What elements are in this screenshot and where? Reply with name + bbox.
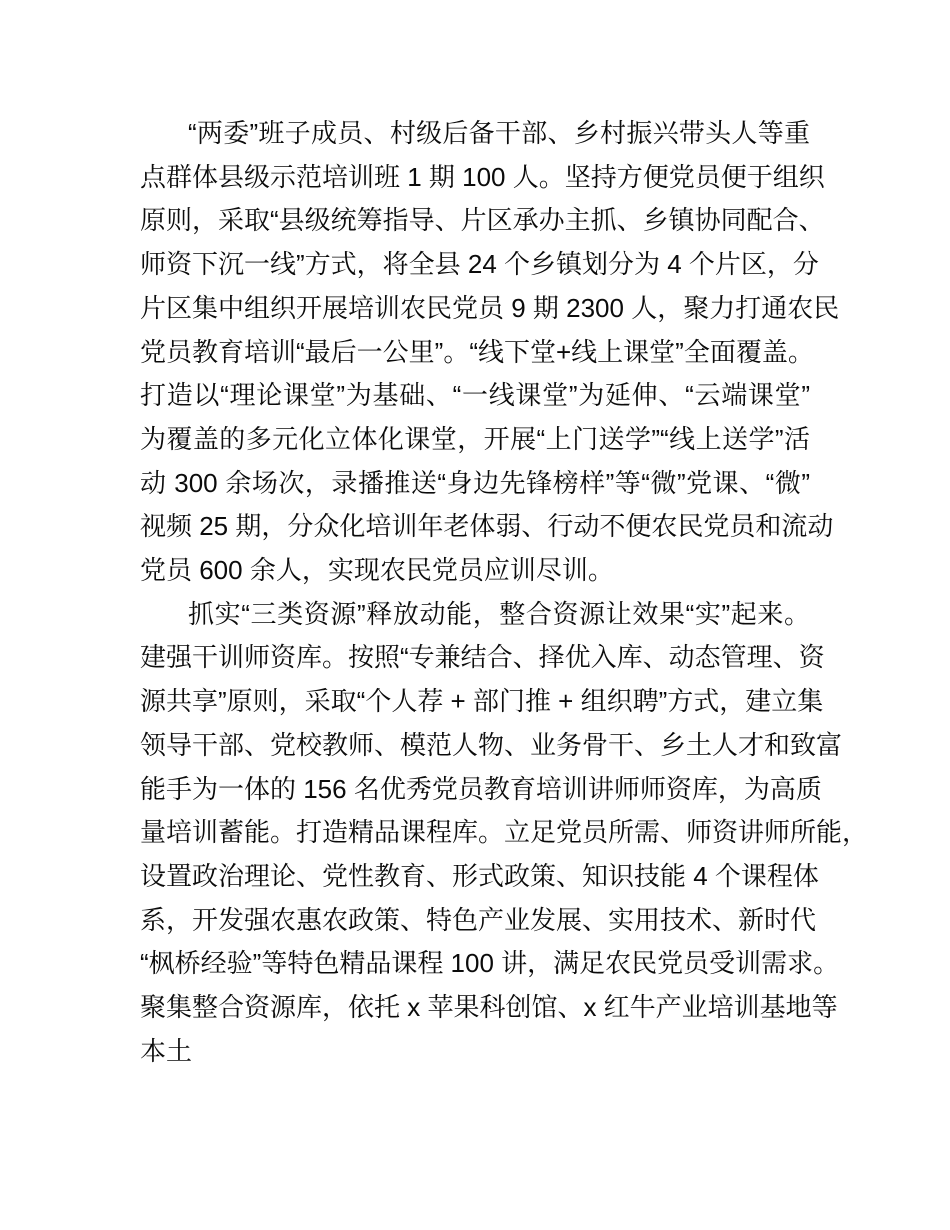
paragraph: [140, 112, 840, 593]
text-line: 点群体县级示范培训班 1 期 100 人。坚持方便党员便于组织: [140, 161, 825, 192]
text-line: 聚集整合资源库，依托 x 苹果科创馆、x 红牛产业培训基地等: [140, 992, 838, 1023]
paragraph: [140, 593, 869, 1074]
text-line: 抓实“三类资源”释放动能，整合资源让效果“实”起来。: [188, 598, 810, 629]
text-line: 为覆盖的多元化立体化课堂，开展“上门送学”“线上送学”活: [140, 423, 810, 454]
text-line: 领导干部、党校教师、模范人物、业务骨干、乡土人才和致富: [140, 729, 843, 760]
text-line: “枫桥经验”等特色精品课程 100 讲，满足农民党员受训需求。: [140, 948, 840, 979]
text-line: 动 300 余场次，录播推送“身边先锋榜样”等“微”党课、“微”: [140, 467, 810, 498]
text-line: 本土: [140, 1035, 193, 1066]
text-line: 原则，采取“县级统筹指导、片区承办主抓、乡镇协同配合、: [140, 205, 825, 236]
text-line: 片区集中组织开展培训农民党员 9 期 2300 人，聚力打通农民: [140, 292, 840, 323]
text-line: 量培训蓄能。打造精品课程库。立足党员所需、师资讲师所能，: [140, 817, 869, 848]
text-line: 师资下沉一线”方式，将全县 24 个乡镇划分为 4 个片区，分: [140, 249, 819, 280]
text-line: “两委”班子成员、村级后备干部、乡村振兴带头人等重: [188, 118, 810, 148]
text-line: 建强干训师资库。按照“专兼结合、择优入库、动态管理、资: [140, 642, 825, 673]
text-line: 系，开发强农惠农政策、特色产业发展、实用技术、新时代: [140, 904, 817, 935]
document-body: [140, 112, 869, 1073]
text-line: 设置政治理论、党性教育、形式政策、知识技能 4 个课程体: [140, 860, 819, 891]
text-line: 能手为一体的 156 名优秀党员教育培训讲师师资库，为高质: [140, 773, 822, 804]
text-line: 打造以“理论课堂”为基础、“一线课堂”为延伸、“云端课堂”: [140, 380, 810, 411]
text-line: 党员 600 余人，实现农民党员应训尽训。: [140, 555, 614, 586]
text-line: 视频 25 期，分众化培训年老体弱、行动不便农民党员和流动: [140, 511, 834, 542]
text-line: 源共享”原则，采取“个人荐 + 部门推 + 组织聘”方式，建立集: [140, 686, 824, 717]
text-line: 党员教育培训“最后一公里”。“线下堂+线上课堂”全面覆盖。: [140, 336, 814, 367]
